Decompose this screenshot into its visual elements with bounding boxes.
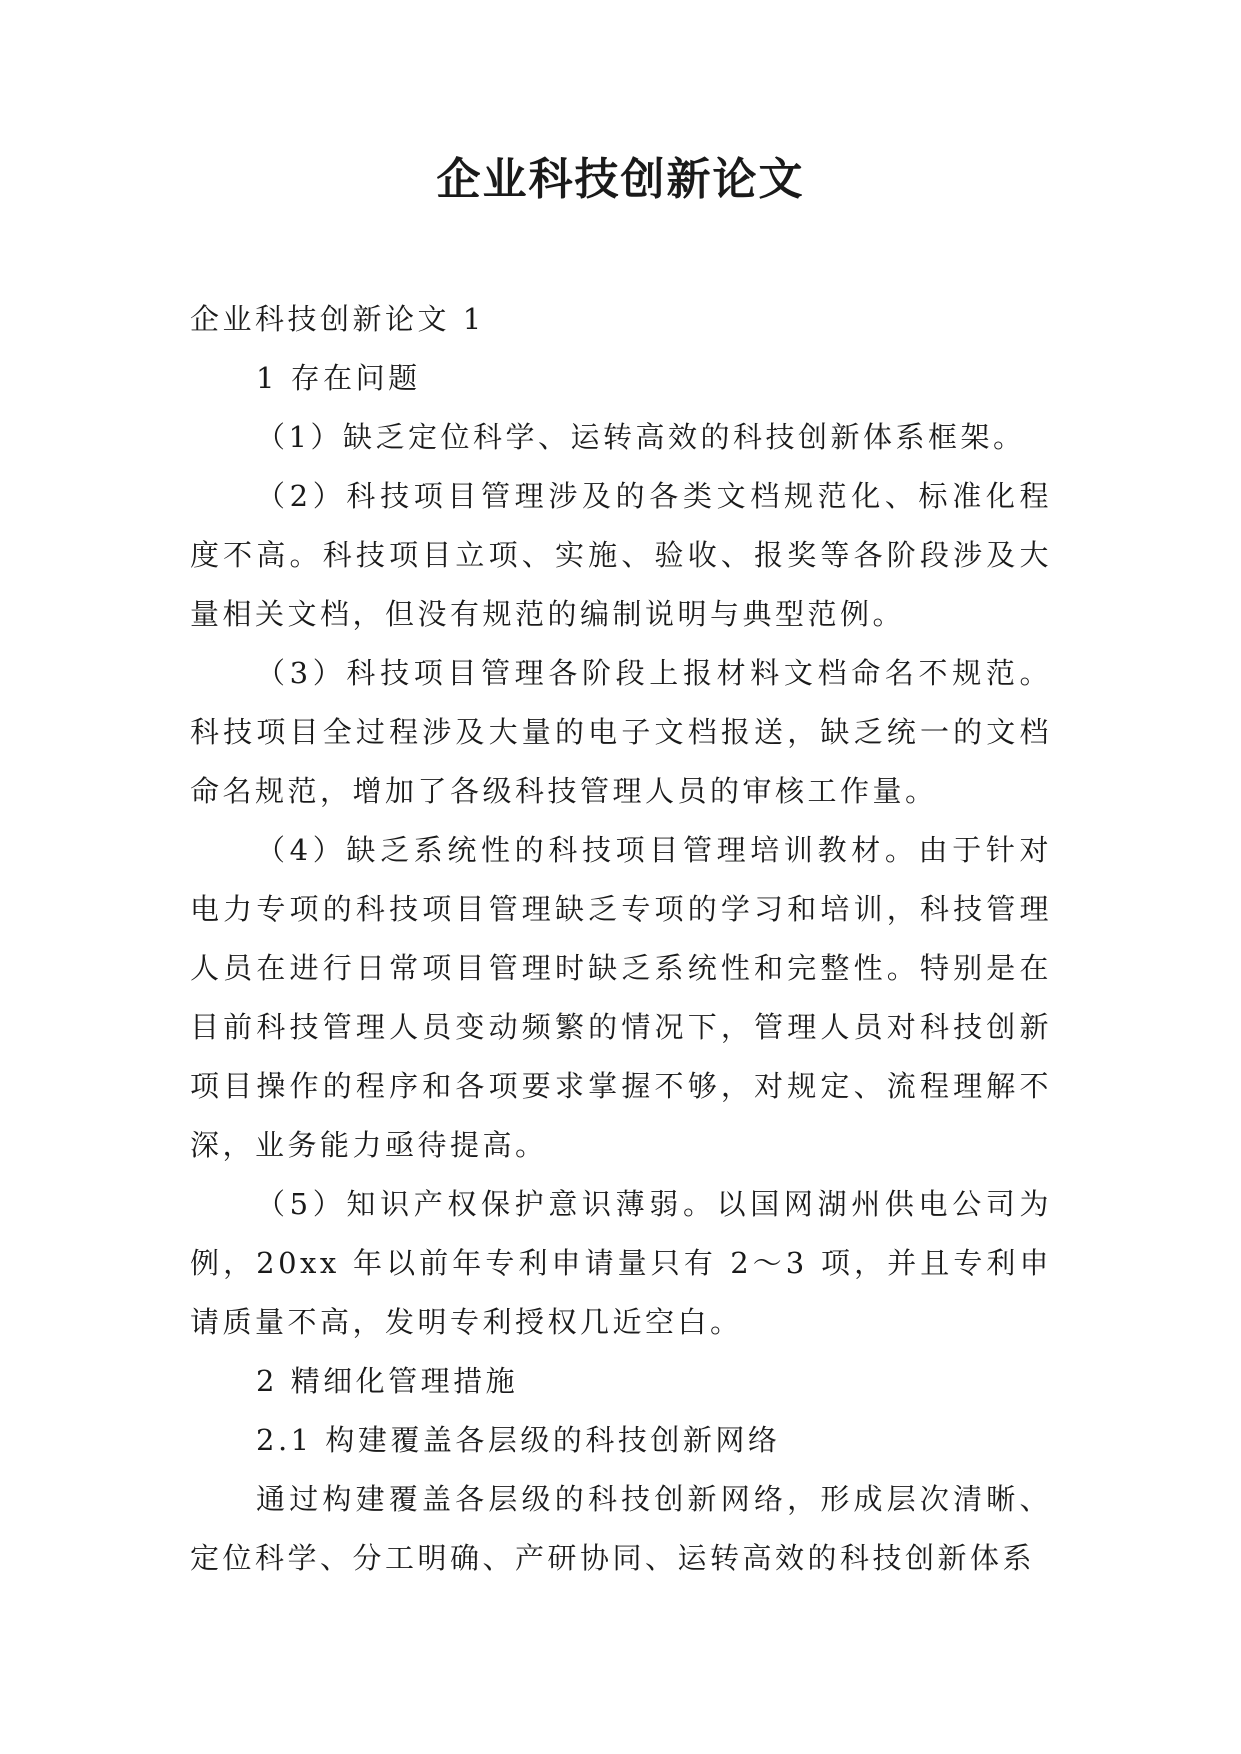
document-body [190,290,1052,1588]
subsection-heading-2-1: 2.1 构建覆盖各层级的科技创新网络 [256,1423,781,1457]
section-heading-2: 2 精细化管理措施 [256,1364,519,1398]
paragraph-2: （2）科技项目管理涉及的各类文档规范化、标准化程度不高。科技项目立项、实施、验收、报奖等各阶段涉及大量相关文档，但没有规范的编制说明与典型范例。 [190,479,1052,631]
paragraph-5: （5）知识产权保护意识薄弱。以国网湖州供电公司为例，20xx 年以前年专利申请量只有 2～3 项，并且专利申请质量不高，发明专利授权几近空白。 [190,1187,1052,1339]
paragraph-3: （3）科技项目管理各阶段上报材料文档命名不规范。科技项目全过程涉及大量的电子文档报送，缺乏统一的文档命名规范，增加了各级科技管理人员的审核工作量。 [190,656,1052,808]
paragraph-1: （1）缺乏定位科学、运转高效的科技创新体系框架。 [256,420,1026,454]
document-title: 企业科技创新论文 [436,154,805,205]
article-heading: 企业科技创新论文 1 [190,302,485,336]
paragraph-6: 通过构建覆盖各层级的科技创新网络，形成层次清晰、定位科学、分工明确、产研协同、运转高效的科技创新体系 [190,1482,1052,1575]
section-heading-1: 1 存在问题 [256,361,421,395]
paragraph-4: （4）缺乏系统性的科技项目管理培训教材。由于针对电力专项的科技项目管理缺乏专项的学习和培训，科技管理人员在进行日常项目管理时缺乏系统性和完整性。特别是在目前科技管理人员变动频繁的情况下，管理人员对科技创新项目操作的程序和各项要求掌握不够，对规定、流程理解不深，业务能力亟待提高。 [190,833,1052,1162]
